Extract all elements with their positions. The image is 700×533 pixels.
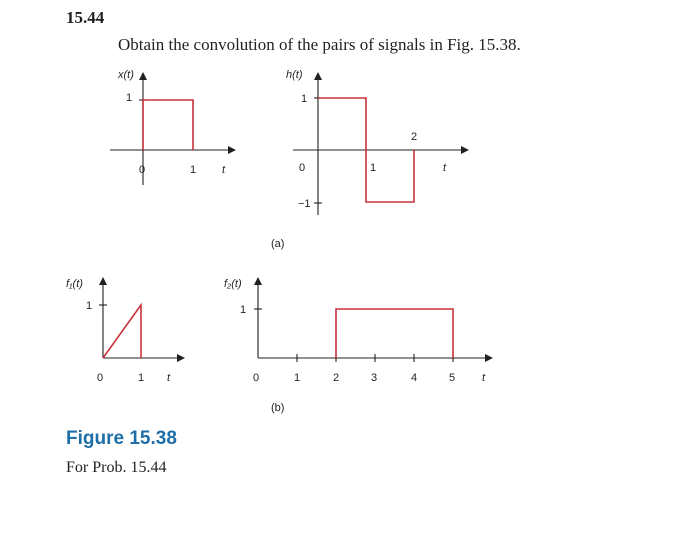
plot-f1 — [66, 278, 184, 384]
label-f2-t4: 4 — [411, 372, 418, 384]
label-h-t-axis: t — [443, 162, 447, 174]
label-f1-t1: 1 — [138, 372, 145, 384]
caption-b: (b) — [271, 402, 285, 414]
figure-title: Figure 15.38 — [66, 428, 177, 449]
label-x-of-t: x(t) — [118, 69, 134, 81]
label-f1-of-t: f₁(t) — [66, 278, 83, 290]
label-f2-y1: 1 — [240, 304, 247, 316]
label-f1-y1: 1 — [86, 300, 93, 312]
label-h-t1: 1 — [370, 162, 377, 174]
label-f2-t2: 2 — [333, 372, 340, 384]
label-h-of-t: h(t) — [286, 69, 303, 81]
caption-a: (a) — [271, 238, 285, 250]
label-f2-t0: 0 — [253, 372, 260, 384]
label-h-y1: 1 — [301, 93, 308, 105]
plot-f2 — [224, 278, 492, 384]
signal-f1-ramp — [103, 305, 141, 358]
label-f1-t0: 0 — [97, 372, 104, 384]
problem-statement: Obtain the convolution of the pairs of signals in Fig. 15.38. — [118, 35, 521, 54]
label-f1-t-axis: t — [167, 372, 171, 384]
label-h-yneg1: −1 — [298, 198, 311, 210]
label-h-t2: 2 — [411, 131, 418, 143]
label-x-t1: 1 — [190, 164, 197, 176]
plot-x — [110, 69, 235, 185]
plot-h — [286, 69, 468, 215]
problem-number: 15.44 — [66, 8, 105, 27]
label-f2-of-t: f₂(t) — [224, 278, 242, 290]
signal-f2-rect — [336, 309, 453, 358]
label-x-y1: 1 — [126, 92, 133, 104]
label-x-t-axis: t — [222, 164, 226, 176]
label-h-t0: 0 — [299, 162, 306, 174]
signal-x-rect — [143, 100, 193, 150]
figure-subtitle: For Prob. 15.44 — [66, 459, 167, 476]
label-f2-t-axis: t — [482, 372, 486, 384]
label-x-t0: 0 — [139, 164, 146, 176]
label-f2-t1: 1 — [294, 372, 301, 384]
label-f2-t5: 5 — [449, 372, 456, 384]
label-f2-t3: 3 — [371, 372, 378, 384]
